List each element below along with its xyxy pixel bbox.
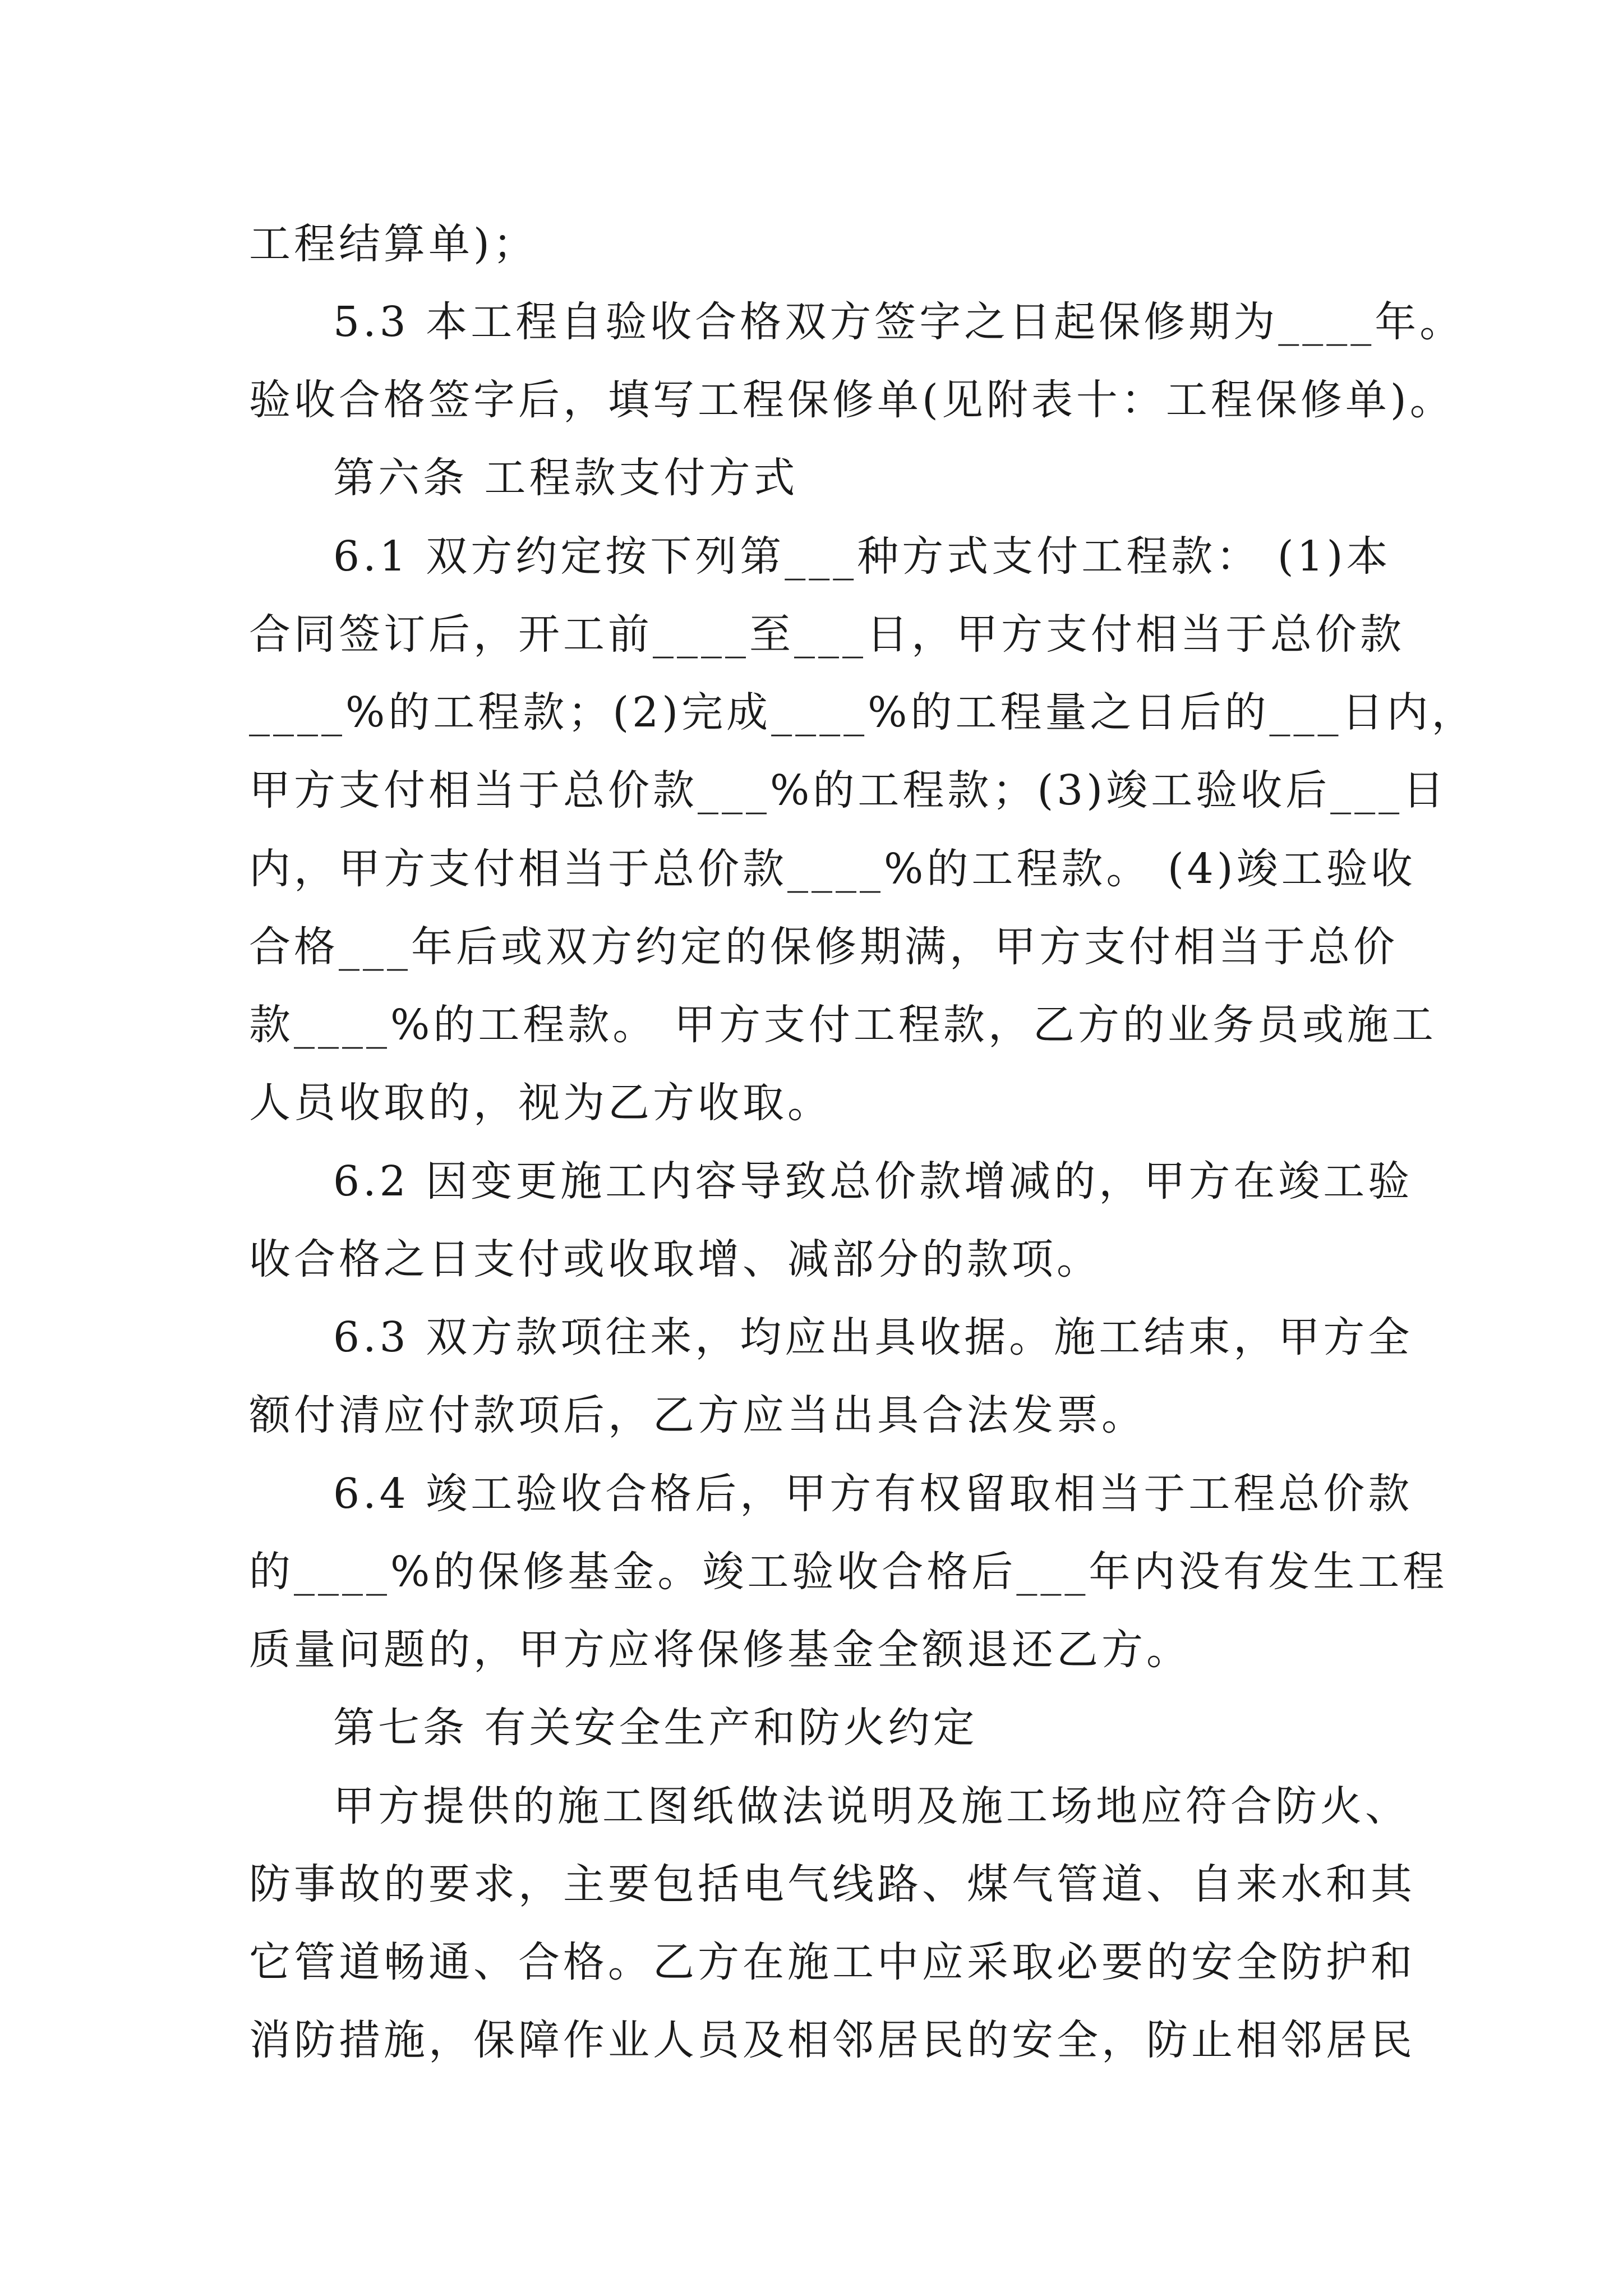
- text-line: 收合格之日支付或收取增、减部分的款项。: [249, 1235, 1101, 1283]
- text-line: 款____%的工程款。 甲方支付工程款，乙方的业务员或施工: [249, 1001, 1437, 1049]
- clause-6-2: 6.2 因变更施工内容导致总价款增减的，甲方在竣工验: [333, 1157, 1413, 1205]
- text-line: 防事故的要求，主要包括电气线路、煤气管道、自来水和其: [249, 1860, 1415, 1908]
- clause-5-3: 5.3 本工程自验收合格双方签字之日起保修期为____年。: [333, 298, 1465, 346]
- text-line: 人员收取的，视为乙方收取。: [249, 1079, 832, 1127]
- text-line: 合格___年后或双方约定的保修期满，甲方支付相当于总价: [249, 923, 1398, 971]
- article-7-heading: 第七条 有关安全生产和防火约定: [333, 1704, 978, 1752]
- text-line: 合同签订后，开工前____至___日，甲方支付相当于总价款: [249, 610, 1405, 659]
- text-line: 甲方支付相当于总价款___%的工程款；(3)竣工验收后___日: [249, 766, 1448, 815]
- text-line: 内，甲方支付相当于总价款____%的工程款。 (4)竣工验收: [249, 845, 1416, 893]
- text-line: 工程结算单)；: [249, 220, 538, 268]
- text-line: 它管道畅通、合格。乙方在施工中应采取必要的安全防护和: [249, 1938, 1415, 1986]
- clause-6-3: 6.3 双方款项往来，均应出具收据。施工结束，甲方全: [333, 1313, 1413, 1361]
- article-7-paragraph: 甲方提供的施工图纸做法说明及施工场地应符合防火、: [333, 1782, 1410, 1830]
- clause-6-4: 6.4 竣工验收合格后，甲方有权留取相当于工程总价款: [333, 1470, 1413, 1518]
- clause-6-1: 6.1 双方约定按下列第___种方式支付工程款： (1)本: [333, 532, 1391, 581]
- text-line: 质量问题的，甲方应将保修基金全额退还乙方。: [249, 1626, 1191, 1674]
- text-line: 额付清应付款项后，乙方应当出具合法发票。: [249, 1391, 1146, 1439]
- text-line: ____%的工程款；(2)完成____%的工程量之日后的___日内，: [249, 688, 1477, 737]
- text-line: 验收合格签字后，填写工程保修单(见附表十：工程保修单)。: [249, 376, 1455, 424]
- text-line: 的____%的保修基金。竣工验收合格后___年内没有发生工程: [249, 1548, 1448, 1596]
- text-line: 消防措施，保障作业人员及相邻居民的安全，防止相邻居民: [249, 2016, 1415, 2064]
- article-6-heading: 第六条 工程款支付方式: [333, 454, 799, 502]
